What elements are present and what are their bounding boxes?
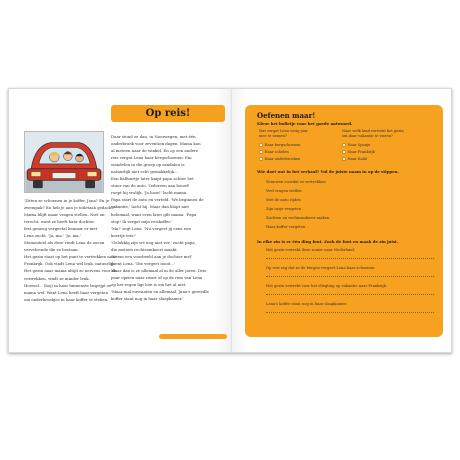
story-line: Momenteel als deze vindt Lena de zoeon	[24, 240, 105, 246]
car-illustration	[24, 131, 104, 193]
story-line: 'Ma!' zegt Lena. 'Nu vergeet jij eens een	[111, 225, 191, 231]
option-label: Naar Frankrijk	[347, 150, 375, 154]
story-line: fest genoeg vergeetal hemaar er met	[24, 226, 98, 232]
row-label: Haar koffer vergeten	[266, 225, 306, 229]
story-line: Lena zucht. 'Ja, ma.' 'Ja, ma.'	[24, 233, 81, 239]
story-line: vertrekken, vindt ze minder leuk.	[24, 275, 90, 281]
story-line: 'Maar mal euvraaten en allemaal, Jana's gereedle	[111, 289, 209, 295]
story-line: terecht, want ze heeft haar dochter	[24, 219, 95, 225]
story-line: natuurlijk niet echt gemakkelijk...	[111, 169, 178, 175]
row-label: Zuchten en rechtsomkeert maken	[266, 216, 330, 220]
option-label: Haar onderbroeken	[264, 157, 301, 161]
option-label: Naar Spanje	[347, 143, 371, 147]
radio-icon[interactable]	[342, 143, 346, 147]
radio-icon[interactable]	[342, 150, 346, 154]
story-column-1	[24, 197, 117, 303]
sentence-text: Op reis zeg dat ze de bergen vergeet Lena haar schoenen.	[266, 266, 376, 270]
radio-icon[interactable]	[259, 150, 263, 154]
option-italie[interactable]	[342, 157, 367, 161]
answer-row[interactable]	[266, 176, 324, 184]
story-line: koffer staat nog in haar slaapkamer.'	[111, 296, 184, 302]
story-line: Een halfuurtje later knipt papa achter het	[111, 176, 194, 182]
option-bergschoenen[interactable]	[259, 143, 300, 147]
correction-row[interactable]	[266, 266, 434, 280]
question-2: Wie doet wat in het verhaal? Vul de juiste naam in op de stippen.	[257, 169, 399, 174]
story-line: roept hij vrolijk. 'Ja hoor!' lacht mama.	[111, 190, 188, 196]
story-line: om onderbroekjes in haar koffer te steken.	[24, 296, 109, 302]
option-label: Haar bergschoenen	[264, 143, 301, 147]
option-onderbroeken[interactable]	[259, 157, 300, 161]
story-line: Daar stond ze dan, in Noorwegen, met één	[111, 134, 196, 139]
story-line: Papa start de auto en verteld. 'We beginnen de	[111, 197, 204, 203]
option-schelen[interactable]	[259, 150, 289, 154]
radio-icon[interactable]	[259, 143, 263, 147]
story-line: 'Gelukkig zijn we nog niet ver,' zucht papa,	[111, 239, 196, 245]
option-label: Haar schelen	[264, 150, 289, 154]
story-line: verveleende die ze bestaan.	[24, 247, 79, 253]
radio-icon[interactable]	[259, 157, 263, 161]
story-line: onderbroek voor zeventien dagen. Mama kon	[111, 141, 201, 147]
story-line: 'Neem een voorbeeld aan je dochter mel'	[111, 253, 193, 259]
story-line: Frankrijk. Ook vindt Lena wel leuk, natuurlijk.	[24, 261, 116, 267]
answer-row[interactable]	[266, 194, 324, 202]
q1b-prompt-line: Naar welk land vertrekt het gezin	[342, 129, 404, 133]
story-line: zwempak? En heb je aan je toiletzak gedacht?'	[24, 205, 117, 211]
option-label: Naar Italië	[347, 157, 368, 161]
answer-row[interactable]	[266, 185, 324, 193]
story-line: paar opzien naar zwart of op de rem van Lena	[111, 274, 203, 280]
row-label: Veel vragen stellen	[266, 189, 302, 193]
dotted-answer-line[interactable]	[266, 294, 434, 295]
q1a-prompt-line: mee te nemen?	[259, 134, 287, 138]
story-line: wandelen in die groep op sandalen is	[111, 162, 185, 168]
answer-row[interactable]	[266, 203, 324, 211]
page-corner-tab	[159, 334, 227, 339]
story-line: Hoewel... (hoj) in haar binnenste begrijpt ze	[24, 282, 112, 288]
answer-row[interactable]	[266, 212, 330, 220]
answer-row[interactable]	[266, 221, 324, 229]
book-gutter	[231, 89, 232, 352]
story-line: helemaal, want even later gilt mama. 'Papa	[111, 211, 197, 217]
q1b-prompt-line: om daar vakantie te vieren?	[342, 134, 393, 138]
radio-icon[interactable]	[342, 157, 346, 161]
question-1: Kleur het bolletje voor het goede antwoord.	[257, 121, 353, 126]
story-line: 'Zitten ze schoenen in je koffer, Jana? En je	[24, 198, 110, 203]
q1a-prompt-line: Wat vergat Lena vorig jaar	[259, 129, 308, 133]
story-line: keertje iets!'	[111, 232, 136, 238]
story-line: al meteen naar de winkel. En op een andere	[111, 148, 199, 154]
dotted-answer-line[interactable]	[266, 276, 434, 277]
correction-row[interactable]	[266, 302, 434, 316]
question-3: In elke zin is er één ding fout. Zoek de fout en maak de zin juist.	[257, 239, 399, 244]
story-line: mama wel. Want Lena heeft haar vergeten	[24, 289, 108, 295]
story-line: grent Lena. 'Die vergeet nooit...'	[111, 260, 176, 266]
sentence-text: Lena's koffer staat nog in haar slaapkamer.	[266, 302, 347, 306]
story-line: stop! Ik vergat mijn reiskoffer.'	[111, 218, 173, 224]
sentence-text: Het gezin vertrekt voor het vliegtuig op vakantie naar Frankrijk.	[266, 284, 388, 288]
story-line: die meteen rechtsomkeert maakt.	[111, 246, 178, 252]
story-line: Het gezin naar mama altijd zo nerveus voor de	[24, 268, 117, 274]
dotted-answer-line[interactable]	[266, 312, 434, 313]
row-label: Zijn tasje vergeten	[266, 207, 302, 211]
exercise-title: Oefenen maar!	[257, 111, 316, 120]
story-line: Maar dan is ze allemaal al in de aller jaren. Drie	[111, 267, 207, 273]
correction-row[interactable]	[266, 284, 434, 298]
row-label: Zenuwen voordat ze vertrekken	[266, 180, 326, 184]
story-line: Mama blijft maar vragen stellen. Niet on-	[24, 212, 106, 218]
story-line: op het regen ligt hoe is om het al niet.	[111, 281, 187, 287]
option-spanje[interactable]	[342, 143, 370, 147]
story-column-2	[111, 133, 225, 302]
row-label: Met de auto rijden	[266, 198, 301, 202]
story-line: vakantie,' lacht hij. Maar dan klopt niet	[111, 204, 189, 210]
dotted-answer-line[interactable]	[266, 258, 434, 259]
story-line: reis vergat Lena haar bergschoenen. Ein	[111, 155, 192, 161]
correction-row[interactable]	[266, 248, 434, 262]
book-spread	[8, 88, 452, 353]
option-frankrijk[interactable]	[342, 150, 375, 154]
story-title: Op reis!	[111, 105, 225, 122]
story-line: stuur van de auto. 'Iedereen aan boord!	[111, 183, 190, 189]
sentence-text: Het gezin vertrekt deze zomer naar Nederland.	[266, 248, 355, 252]
story-line: Het gezin staat op het punt te vertrekken naar	[24, 254, 117, 260]
